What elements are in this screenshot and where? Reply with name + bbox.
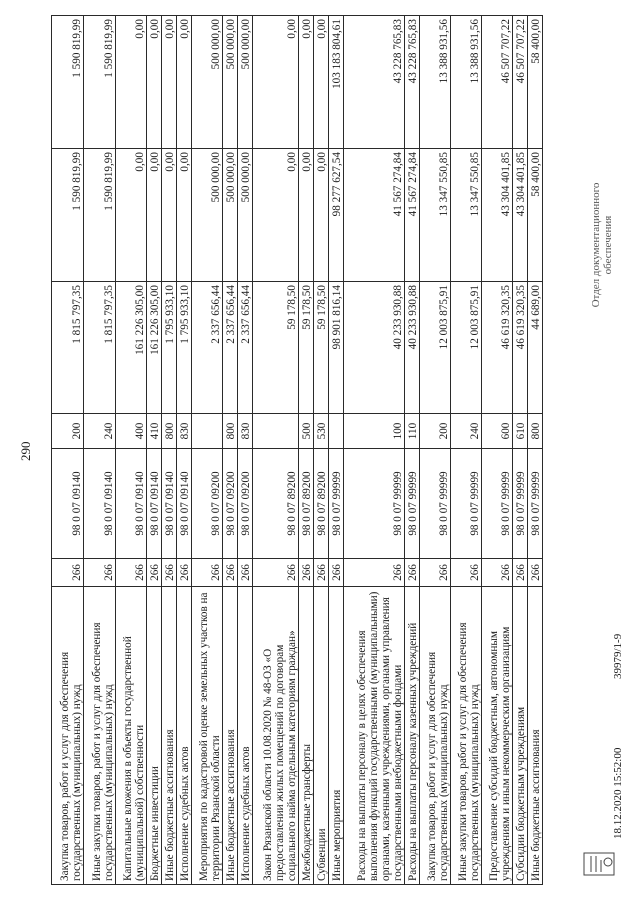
table-row — [147, 16, 162, 885]
cell-name: Расходы на выплаты персоналу казенных учреждений — [405, 587, 420, 885]
cell-amount-2: 41 567 274,84 — [405, 149, 420, 282]
cell-amount-3: 500 000,00 — [192, 16, 223, 149]
cell-name: Исполнение судебных актов — [177, 587, 192, 885]
cell-vr: 400 — [116, 414, 147, 449]
cell-csr: 98 0 07 09140 — [177, 449, 192, 559]
cell-csr: 98 0 07 99999 — [420, 449, 451, 559]
cell-ved: 266 — [253, 559, 299, 587]
cell-amount-3: 13 388 931,56 — [420, 16, 451, 149]
cell-name: Иные бюджетные ассигнования — [528, 587, 543, 885]
footer-datetime: 18.12.2020 15:52:00 — [612, 747, 624, 839]
cell-vr: 800 — [162, 414, 177, 449]
table-row — [329, 16, 344, 885]
cell-amount-2: 43 304 401,85 — [482, 149, 513, 282]
cell-amount-1: 1 815 797,35 — [52, 282, 84, 414]
cell-amount-2: 1 590 819,99 — [84, 149, 116, 282]
cell-csr: 98 0 07 99999 — [344, 449, 405, 559]
cell-amount-3: 0,00 — [299, 16, 314, 149]
table-row — [420, 16, 451, 885]
cell-name: Закон Рязанской области 10.08.2020 № 48-ОЗ «О предоставлении жилых помещений по договорам социального найма отдельным категориям граждан» — [253, 587, 299, 885]
cell-amount-1: 1 795 933,10 — [162, 282, 177, 414]
cell-csr: 98 0 07 89200 — [314, 449, 329, 559]
cell-csr: 98 0 07 99999 — [482, 449, 513, 559]
cell-amount-2: 0,00 — [162, 149, 177, 282]
table-body — [52, 16, 543, 885]
cell-name: Иные бюджетные ассигнования — [162, 587, 177, 885]
cell-amount-1: 2 337 656,44 — [223, 282, 238, 414]
cell-vr — [192, 414, 223, 449]
cell-amount-2: 13 347 550,85 — [420, 149, 451, 282]
cell-csr: 98 0 07 89200 — [299, 449, 314, 559]
cell-ved: 266 — [162, 559, 177, 587]
budget-table — [51, 15, 543, 885]
cell-ved: 266 — [238, 559, 253, 587]
cell-amount-1: 2 337 656,44 — [192, 282, 223, 414]
cell-csr: 98 0 07 99999 — [451, 449, 482, 559]
cell-ved: 266 — [116, 559, 147, 587]
table-row — [177, 16, 192, 885]
cell-amount-1: 98 901 816,14 — [329, 282, 344, 414]
cell-name: Субвенции — [314, 587, 329, 885]
cell-amount-2: 98 277 627,54 — [329, 149, 344, 282]
table-row — [192, 16, 223, 885]
cell-csr: 98 0 07 89200 — [253, 449, 299, 559]
cell-vr: 800 — [223, 414, 238, 449]
cell-amount-2: 13 347 550,85 — [451, 149, 482, 282]
table-row — [116, 16, 147, 885]
cell-vr — [329, 414, 344, 449]
cell-amount-2: 58 400,00 — [528, 149, 543, 282]
cell-csr: 98 0 07 09140 — [116, 449, 147, 559]
table-row — [513, 16, 528, 885]
cell-amount-2: 500 000,00 — [192, 149, 223, 282]
table-row — [52, 16, 84, 885]
cell-name: Расходы на выплаты персоналу в целях обеспечения выполнения функций государственными (муниципальными) органами, казенными учреждениями, органами управления государственными внебюджетными фондами — [344, 587, 405, 885]
cell-ved: 266 — [482, 559, 513, 587]
cell-vr: 200 — [420, 414, 451, 449]
cell-vr: 800 — [528, 414, 543, 449]
cell-name: Субсидии бюджетным учреждениям — [513, 587, 528, 885]
cell-csr: 98 0 07 09140 — [52, 449, 84, 559]
cell-amount-1: 161 226 305,00 — [147, 282, 162, 414]
cell-ved: 266 — [192, 559, 223, 587]
cell-amount-2: 0,00 — [116, 149, 147, 282]
cell-amount-2: 0,00 — [177, 149, 192, 282]
table-row — [84, 16, 116, 885]
cell-csr: 98 0 07 99999 — [513, 449, 528, 559]
cell-name: Иные мероприятия — [329, 587, 344, 885]
cell-amount-3: 43 228 765,83 — [344, 16, 405, 149]
cell-amount-3: 58 400,00 — [528, 16, 543, 149]
table-row — [253, 16, 299, 885]
cell-name: Капитальные вложения в объекты государственной (муниципальной) собственности — [116, 587, 147, 885]
cell-amount-3: 1 590 819,99 — [84, 16, 116, 149]
cell-vr: 410 — [147, 414, 162, 449]
cell-ved: 266 — [528, 559, 543, 587]
table-row — [482, 16, 513, 885]
cell-csr: 98 0 07 09200 — [192, 449, 223, 559]
cell-name: Мероприятия по кадастровой оценке земельных участков на территории Рязанской области — [192, 587, 223, 885]
cell-name: Исполнение судебных актов — [238, 587, 253, 885]
cell-vr: 830 — [177, 414, 192, 449]
cell-amount-3: 0,00 — [253, 16, 299, 149]
table-row — [314, 16, 329, 885]
footer-department-note: Отдел документационного обеспечения — [590, 182, 614, 308]
cell-ved: 266 — [177, 559, 192, 587]
cell-vr: 530 — [314, 414, 329, 449]
cell-ved: 266 — [314, 559, 329, 587]
cell-vr: 200 — [52, 414, 84, 449]
cell-amount-3: 103 183 804,61 — [329, 16, 344, 149]
cell-amount-2: 0,00 — [299, 149, 314, 282]
cell-amount-1: 59 178,50 — [314, 282, 329, 414]
cell-amount-1: 12 003 875,91 — [451, 282, 482, 414]
cell-csr: 98 0 07 09200 — [238, 449, 253, 559]
cell-name: Иные бюджетные ассигнования — [223, 587, 238, 885]
cell-amount-2: 41 567 274,84 — [344, 149, 405, 282]
cell-ved: 266 — [299, 559, 314, 587]
cell-vr: 240 — [451, 414, 482, 449]
cell-vr: 100 — [344, 414, 405, 449]
cell-vr — [253, 414, 299, 449]
cell-amount-2: 0,00 — [314, 149, 329, 282]
cell-amount-3: 1 590 819,99 — [52, 16, 84, 149]
cell-vr: 830 — [238, 414, 253, 449]
cell-vr: 240 — [84, 414, 116, 449]
cell-csr: 98 0 07 09140 — [162, 449, 177, 559]
table-row — [528, 16, 543, 885]
cell-amount-1: 12 003 875,91 — [420, 282, 451, 414]
cell-name: Иные закупки товаров, работ и услуг для обеспечения государственных (муниципальных) нужд — [451, 587, 482, 885]
cell-csr: 98 0 07 09200 — [223, 449, 238, 559]
cell-ved: 266 — [147, 559, 162, 587]
cell-amount-1: 161 226 305,00 — [116, 282, 147, 414]
cell-ved: 266 — [451, 559, 482, 587]
cell-name: Закупка товаров, работ и услуг для обеспечения государственных (муниципальных) нужд — [52, 587, 84, 885]
cell-amount-3: 0,00 — [162, 16, 177, 149]
cell-name: Иные закупки товаров, работ и услуг для обеспечения государственных (муниципальных) нужд — [84, 587, 116, 885]
cell-csr: 98 0 07 99999 — [528, 449, 543, 559]
cell-amount-3: 46 507 707,22 — [482, 16, 513, 149]
cell-csr: 98 0 07 99999 — [329, 449, 344, 559]
cell-amount-3: 46 507 707,22 — [513, 16, 528, 149]
table-row — [344, 16, 405, 885]
cell-csr: 98 0 07 99999 — [405, 449, 420, 559]
cell-amount-1: 1 795 933,10 — [177, 282, 192, 414]
cell-amount-3: 0,00 — [116, 16, 147, 149]
table-row — [405, 16, 420, 885]
cell-vr: 600 — [482, 414, 513, 449]
cell-csr: 98 0 07 09140 — [84, 449, 116, 559]
table-row — [223, 16, 238, 885]
cell-amount-2: 0,00 — [253, 149, 299, 282]
cell-amount-2: 500 000,00 — [238, 149, 253, 282]
cell-ved: 266 — [52, 559, 84, 587]
cell-csr: 98 0 07 09140 — [147, 449, 162, 559]
cell-amount-1: 46 619 320,35 — [482, 282, 513, 414]
cell-amount-1: 1 815 797,35 — [84, 282, 116, 414]
table-row — [238, 16, 253, 885]
cell-name: Закупка товаров, работ и услуг для обеспечения государственных (муниципальных) нужд — [420, 587, 451, 885]
cell-vr: 110 — [405, 414, 420, 449]
cell-amount-3: 500 000,00 — [223, 16, 238, 149]
cell-amount-3: 500 000,00 — [238, 16, 253, 149]
cell-amount-2: 43 304 401,85 — [513, 149, 528, 282]
cell-vr: 610 — [513, 414, 528, 449]
cell-amount-1: 44 689,00 — [528, 282, 543, 414]
cell-amount-1: 2 337 656,44 — [238, 282, 253, 414]
cell-amount-3: 0,00 — [147, 16, 162, 149]
table-row — [299, 16, 314, 885]
table-row — [162, 16, 177, 885]
cell-amount-2: 1 590 819,99 — [52, 149, 84, 282]
cell-ved: 266 — [405, 559, 420, 587]
cell-amount-1: 59 178,50 — [299, 282, 314, 414]
footer-document-code: 39979/1-9 — [612, 633, 624, 679]
cell-amount-3: 43 228 765,83 — [405, 16, 420, 149]
document-stamp-icon — [578, 851, 618, 877]
cell-amount-3: 13 388 931,56 — [451, 16, 482, 149]
cell-amount-1: 46 619 320,35 — [513, 282, 528, 414]
cell-name: Межбюджетные трансферты — [299, 587, 314, 885]
cell-amount-1: 40 233 930,88 — [344, 282, 405, 414]
cell-amount-3: 0,00 — [314, 16, 329, 149]
page-number: 290 — [18, 441, 33, 461]
cell-vr: 500 — [299, 414, 314, 449]
cell-amount-2: 500 000,00 — [223, 149, 238, 282]
cell-amount-1: 59 178,50 — [253, 282, 299, 414]
cell-ved: 266 — [223, 559, 238, 587]
cell-ved: 266 — [329, 559, 344, 587]
cell-amount-3: 0,00 — [177, 16, 192, 149]
cell-name: Бюджетные инвестиции — [147, 587, 162, 885]
cell-ved: 266 — [513, 559, 528, 587]
table-row — [451, 16, 482, 885]
cell-amount-2: 0,00 — [147, 149, 162, 282]
cell-name: Предоставление субсидий бюджетным, автономным учреждениям и иным некоммерческим организациям — [482, 587, 513, 885]
cell-ved: 266 — [344, 559, 405, 587]
cell-ved: 266 — [420, 559, 451, 587]
cell-ved: 266 — [84, 559, 116, 587]
cell-amount-1: 40 233 930,88 — [405, 282, 420, 414]
